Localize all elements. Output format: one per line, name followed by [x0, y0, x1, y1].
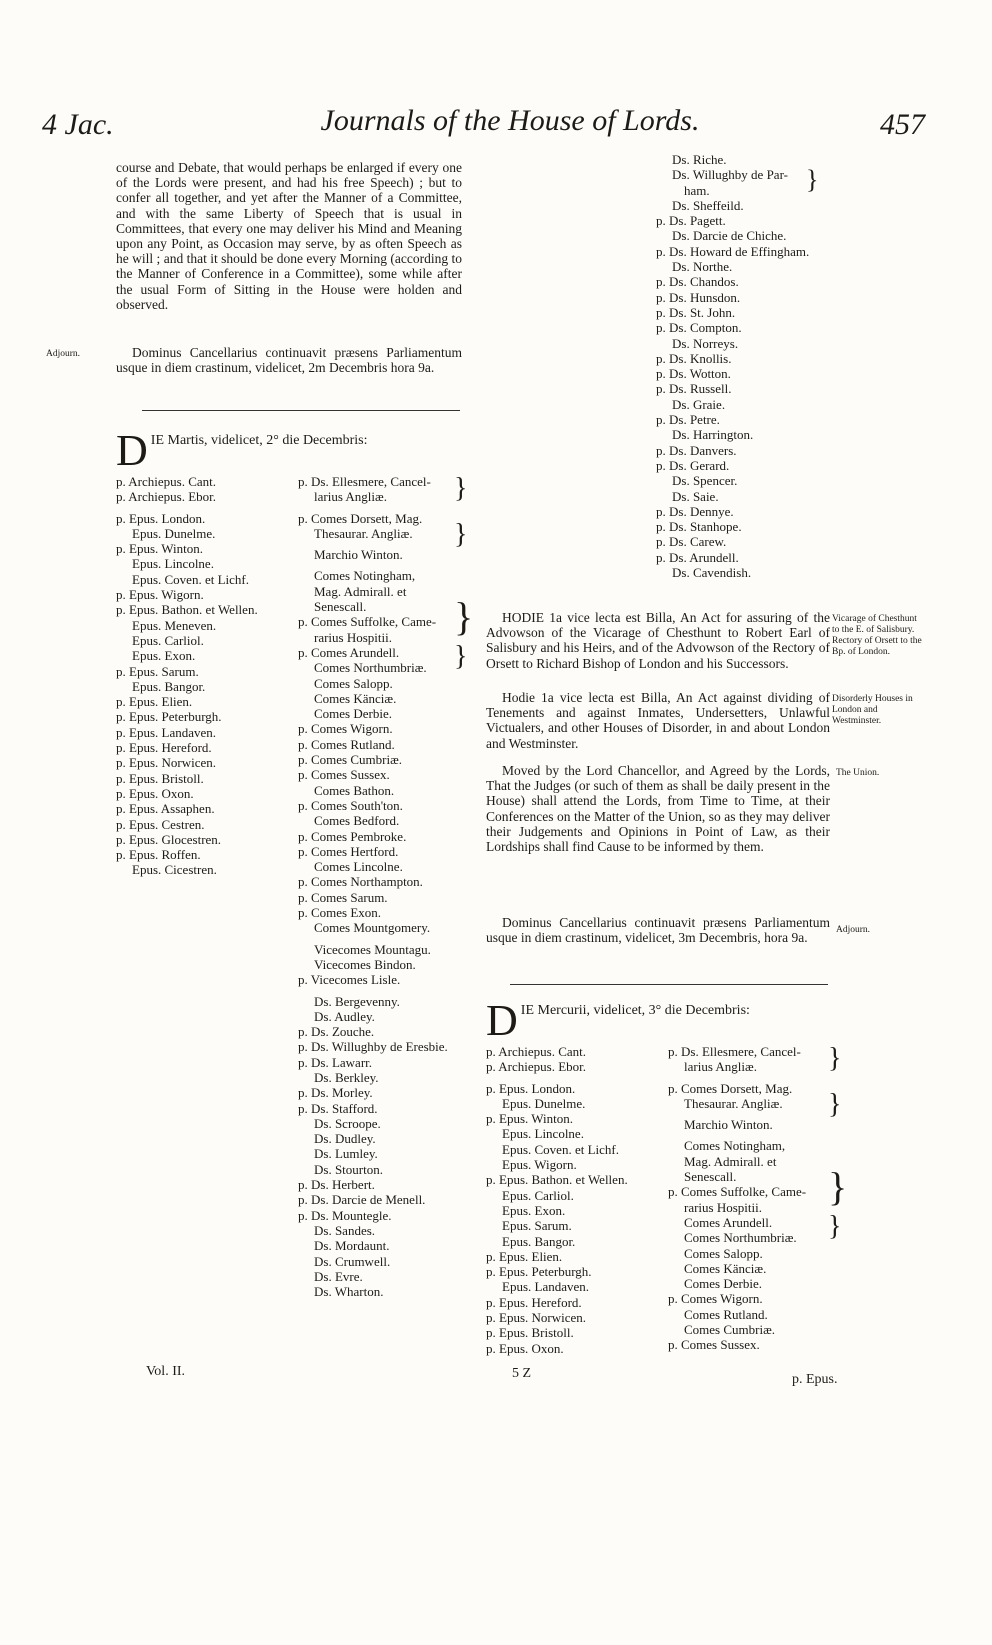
attendance-entry: p. Epus. Elien. [486, 1248, 563, 1264]
attendance-entry: Senescall. [314, 599, 367, 615]
attendance-entry: Epus. Landaven. [502, 1279, 590, 1295]
attendance-column-lords-dec3 [668, 1044, 848, 1353]
attendance-entry: Epus. Carliol. [502, 1187, 574, 1203]
attendance-entry: Comes Cumbriæ. [684, 1322, 776, 1338]
brace: } [454, 473, 468, 504]
margin-note-adjourn: Adjourn. [46, 349, 81, 359]
attendance-entry: Comes Bathon. [314, 782, 395, 798]
attendance-entry: Ds. Crumwell. [314, 1253, 391, 1269]
attendance-entry: p. Ds. Wotton. [656, 366, 731, 382]
attendance-entry: p. Ds. Stanhope. [656, 519, 742, 535]
attendance-entry: p. Ds. Willughby de Eresbie. [298, 1039, 448, 1055]
attendance-entry: p. Epus. Roffen. [116, 847, 201, 863]
attendance-entry: p. Epus. Cestren. [116, 816, 205, 832]
brace: } [454, 594, 474, 639]
attendance-entry: Epus. Cicestren. [132, 862, 217, 878]
attendance-entry: Ds. Bergevenny. [314, 993, 400, 1009]
bill-disorderly-houses: Hodie 1a vice lecta est Billa, An Act against dividing of Tenements and against Inmates, Undersetters, Unlawful Victualers, and other Houses of Disorder, in and about London and Westminster. [486, 690, 830, 751]
attendance-entry: Epus. Sarum. [502, 1218, 572, 1234]
attendance-entry: p. Comes Arundell. [298, 644, 400, 660]
attendance-entry: p. Epus. London. [116, 510, 206, 526]
attendance-entry: p. Ds. Lawarr. [298, 1054, 373, 1070]
attendance-entry: Comes Rutland. [684, 1306, 768, 1322]
attendance-entry: Ds. Riche. [672, 152, 727, 167]
attendance-entry: p. Ds. Compton. [656, 320, 742, 336]
attendance-entry: p. Epus. Winton. [116, 541, 203, 557]
attendance-entry: Comes Northumbriæ. [314, 660, 427, 676]
volume-footer: Vol. II. [146, 1364, 186, 1379]
running-head-title: Journals of the House of Lords. [320, 104, 700, 137]
signature-mark: 5 Z [512, 1366, 532, 1381]
attendance-entry: Comes Bedford. [314, 813, 400, 829]
attendance-entry: Epus. Carliol. [132, 632, 204, 648]
attendance-entry: Ds. Evre. [314, 1268, 363, 1284]
attendance-entry: Vicecomes Bindon. [314, 956, 416, 972]
attendance-entry: Comes Salopp. [314, 675, 393, 691]
attendance-entry: Ds. Wharton. [314, 1284, 384, 1300]
attendance-entry: p. Epus. Sarum. [116, 663, 199, 679]
brace: } [806, 165, 819, 194]
attendance-entry: Epus. Exon. [132, 648, 196, 664]
attendance-entry: Ds. Lumley. [314, 1146, 378, 1162]
attendance-entry: p. Archiepus. Ebor. [486, 1059, 587, 1075]
attendance-entry: Epus. Coven. et Lichf. [132, 571, 249, 587]
attendance-entry: Epus. Bangor. [132, 678, 206, 694]
attendance-entry: p. Epus. Bristoll. [486, 1325, 574, 1341]
attendance-entry: Ds. Sandes. [314, 1222, 376, 1238]
attendance-entry: Thesaurar. Angliæ. [314, 525, 413, 541]
attendance-entry: Ds. Stourton. [314, 1161, 383, 1177]
attendance-entry: p. Comes Sussex. [668, 1337, 760, 1353]
margin-note-union: The Union. [836, 768, 880, 778]
attendance-entry: Comes Mountgomery. [314, 920, 431, 936]
running-head-left: 4 Jac. [42, 108, 114, 141]
attendance-entry: Epus. Dunelme. [502, 1095, 586, 1111]
attendance-entry: Epus. Lincolne. [502, 1126, 584, 1142]
drop-cap: D [116, 426, 148, 475]
attendance-entry: p. Ds. Hunsdon. [656, 289, 741, 305]
attendance-entry: Comes Derbie. [314, 706, 392, 722]
attendance-entry: p. Comes Wigorn. [668, 1291, 763, 1307]
attendance-entry: Epus. Dunelme. [132, 525, 216, 541]
attendance-entry: Comes Salopp. [684, 1245, 763, 1261]
attendance-entry: p. Comes Rutland. [298, 736, 395, 752]
attendance-entry: Ds. Spencer. [672, 473, 738, 489]
attendance-entry: p. Epus. Bathon. et Wellen. [486, 1172, 628, 1188]
attendance-entry: p. Ds. Gerard. [656, 457, 730, 473]
brace: } [828, 1089, 842, 1120]
attendance-entry: Ds. Dudley. [314, 1131, 376, 1147]
attendance-entry: Ds. Scroope. [314, 1115, 381, 1131]
attendance-entry: Ds. Mordaunt. [314, 1238, 390, 1254]
attendance-entry: Comes Lincolne. [314, 859, 403, 875]
attendance-entry: p. Comes Cumbriæ. [298, 752, 403, 768]
catchword: p. Epus. [792, 1372, 838, 1387]
attendance-entry: Ds. Cavendish. [672, 565, 752, 581]
attendance-entry: p. Epus. Wigorn. [116, 587, 204, 603]
attendance-entry: Epus. Coven. et Lichf. [502, 1141, 619, 1157]
attendance-entry: ham. [684, 182, 710, 198]
margin-note-adjourn-2: Adjourn. [836, 925, 871, 935]
attendance-entry: p. Comes Sussex. [298, 767, 390, 783]
attendance-entry: Ds. Harrington. [672, 427, 754, 443]
drop-cap: D [486, 996, 518, 1045]
adjourn-paragraph-2: Dominus Cancellarius continuavit præsens Parliamentum usque in diem crastinum, videlicet, 3m Decembris, hora 9a. [486, 915, 830, 946]
attendance-entry: p. Ds. Pagett. [656, 213, 726, 229]
attendance-entry: p. Epus. Norwicen. [116, 755, 217, 771]
attendance-entry: p. Ds. Russell. [656, 381, 732, 397]
attendance-entry: p. Epus. Glocestren. [116, 831, 222, 847]
attendance-entry: Epus. Exon. [502, 1202, 566, 1218]
attendance-column-bishops-dec3 [486, 1044, 666, 1356]
attendance-entry: p. Comes Exon. [298, 905, 382, 921]
attendance-entry: p. Archiepus. Ebor. [116, 489, 217, 505]
attendance-entry: p. Ds. Herbert. [298, 1177, 375, 1193]
attendance-entry: p. Ds. Ellesmere, Cancel- [298, 474, 431, 489]
attendance-entry: p. Epus. Winton. [486, 1111, 573, 1127]
attendance-entry: p. Epus. Peterburgh. [486, 1264, 592, 1280]
attendance-entry: p. Ds. Morley. [298, 1085, 373, 1101]
attendance-entry: rarius Hospitii. [314, 629, 392, 645]
brace: } [828, 1043, 842, 1074]
attendance-entry: p. Comes Suffolke, Came- [668, 1184, 807, 1200]
attendance-entry: p. Ds. Howard de Effingham. [656, 243, 810, 259]
attendance-entry: larius Angliæ. [684, 1059, 757, 1075]
attendance-entry: Epus. Meneven. [132, 617, 217, 633]
attendance-entry: p. Ds. Knollis. [656, 350, 732, 366]
attendance-entry: p. Comes Northampton. [298, 874, 423, 890]
brace: } [454, 519, 468, 550]
attendance-entry: Comes Northumbriæ. [684, 1230, 797, 1246]
attendance-entry: Epus. Lincolne. [132, 556, 214, 572]
attendance-entry: p. Comes South'ton. [298, 797, 403, 813]
brace: } [454, 641, 468, 672]
attendance-entry: Epus. Bangor. [502, 1233, 576, 1249]
attendance-entry: p. Archiepus. Cant. [116, 474, 217, 489]
bill-chesthunt: HODIE 1a vice lecta est Billa, An Act for assuring of the Advowson of the Vicarage of Chesthunt to Robert Earl of Salisbury and his Heirs, and of the Advowson of the Rectory of Orsett to Richard Bishop of London and his Successors. [486, 610, 830, 671]
attendance-entry: Comes Notingham, [314, 568, 416, 584]
attendance-entry: p. Ds. Arundell. [656, 549, 739, 565]
attendance-entry: p. Ds. Mountegle. [298, 1207, 392, 1223]
attendance-entry: p. Epus. Peterburgh. [116, 709, 222, 725]
attendance-entry: Comes Känciæ. [684, 1260, 767, 1276]
attendance-entry: Comes Känciæ. [314, 690, 397, 706]
adjourn-paragraph: Dominus Cancellarius continuavit præsens Parliamentum usque in diem crastinum, videlicet, 2m Decembris hora 9a. [116, 345, 462, 376]
attendance-entry: p. Comes Dorsett, Mag. [668, 1080, 793, 1096]
attendance-entry: p. Epus. Hereford. [116, 740, 212, 756]
attendance-entry: Mag. Admirall. et [314, 583, 407, 599]
attendance-entry: Ds. Saie. [672, 488, 719, 504]
attendance-entry: p. Comes Pembroke. [298, 828, 407, 844]
attendance-entry: p. Comes Wigorn. [298, 721, 393, 737]
attendance-entry: p. Ds. Zouche. [298, 1024, 375, 1040]
attendance-entry: p. Epus. Assaphen. [116, 801, 215, 817]
attendance-entry: Thesaurar. Angliæ. [684, 1095, 783, 1111]
attendance-entry: p. Ds. St. John. [656, 304, 736, 320]
brace: } [828, 1164, 848, 1209]
attendance-entry: p. Ds. Carew. [656, 534, 727, 550]
attendance-entry: larius Angliæ. [314, 489, 387, 505]
attendance-entry: p. Ds. Danvers. [656, 442, 737, 458]
attendance-entry: p. Epus. Oxon. [486, 1340, 564, 1356]
brace: } [828, 1211, 842, 1242]
attendance-entry: Ds. Audley. [314, 1008, 375, 1024]
attendance-entry: Vicecomes Mountagu. [314, 941, 431, 957]
divider-rule [142, 410, 460, 411]
attendance-entry: rarius Hospitii. [684, 1199, 762, 1215]
attendance-entry: Comes Notingham, [684, 1138, 786, 1154]
attendance-entry: Senescall. [684, 1169, 737, 1185]
divider-rule-2 [510, 984, 828, 985]
attendance-entry: Ds. Norreys. [672, 335, 739, 351]
attendance-entry: Ds. Sheffeild. [672, 197, 744, 213]
margin-note-disorderly-houses: Disorderly Houses in London and Westminster. [832, 694, 913, 726]
attendance-entry: p. Epus. Norwicen. [486, 1310, 587, 1326]
attendance-entry: p. Comes Dorsett, Mag. [298, 510, 423, 526]
attendance-entry: p. Epus. Landaven. [116, 724, 217, 740]
attendance-entry: Ds. Willughby de Par- [672, 167, 788, 183]
day-heading-december-3: D IE Mercurii, videlicet, 3° die Decembris: [486, 996, 750, 1045]
attendance-entry: p. Ds. Chandos. [656, 274, 739, 290]
attendance-entry: p. Comes Hertford. [298, 843, 399, 859]
attendance-entry: p. Comes Suffolke, Came- [298, 614, 437, 630]
union-resolution: Moved by the Lord Chancellor, and Agreed by the Lords, That the Judges (or such of them as shall be daily present in the House) shall attend the Lords, from Time to Time, at their Conferences on the Matter of the Union, so as they may deliver their Judgements and Opinions in Point of Law, as their Lordships shall find Cause to be informed by them. [486, 763, 830, 855]
attendance-column-bishops [116, 474, 296, 878]
attendance-entry: Epus. Wigorn. [502, 1157, 577, 1173]
attendance-entry: p. Epus. London. [486, 1080, 576, 1096]
attendance-entry: Marchio Winton. [314, 547, 403, 563]
attendance-entry: Marchio Winton. [684, 1117, 773, 1133]
attendance-column-lords-continued [656, 152, 856, 580]
attendance-entry: p. Ds. Petre. [656, 412, 720, 428]
attendance-entry: p. Epus. Elien. [116, 694, 193, 710]
attendance-entry: p. Comes Sarum. [298, 889, 388, 905]
attendance-entry: p. Ds. Stafford. [298, 1100, 378, 1116]
attendance-entry: p. Epus. Bathon. et Wellen. [116, 602, 258, 618]
attendance-entry: Ds. Graie. [672, 396, 726, 412]
page-number: 457 [880, 108, 925, 141]
margin-note-chesthunt: Vicarage of Chesthunt to the E. of Salisbury. Rectory of Orsett to the Bp. of London. [832, 614, 922, 657]
attendance-entry: p. Ds. Dennye. [656, 503, 734, 519]
attendance-entry: p. Epus. Bristoll. [116, 770, 204, 786]
attendance-entry: p. Archiepus. Cant. [486, 1044, 587, 1059]
attendance-entry: Mag. Admirall. et [684, 1153, 777, 1169]
attendance-entry: p. Vicecomes Lisle. [298, 972, 401, 988]
opening-paragraph: course and Debate, that would perhaps be enlarged if every one of the Lords were present, and had his free Speech) ; but to confer all together, and yet after the Manner of a Committee, and with the same Liberty of Speech that is usual in Committees, that every one may deliver his Mind and Meaning upon any Point, as Occasion may serve, by as often Speech as he will ; and that it should be done every Morning (according to the Manner of Conference in a Committee), some while after the usual Form of Sitting in the House were holden and observed. [116, 160, 462, 312]
attendance-entry: p. Epus. Oxon. [116, 785, 194, 801]
attendance-entry: Ds. Darcie de Chiche. [672, 228, 787, 244]
attendance-entry: Comes Derbie. [684, 1276, 762, 1292]
attendance-entry: Comes Arundell. [684, 1214, 773, 1230]
day-heading-december-2: D IE Martis, videlicet, 2° die Decembris: [116, 426, 368, 475]
attendance-entry: p. Epus. Hereford. [486, 1294, 582, 1310]
attendance-entry: Ds. Northe. [672, 259, 733, 275]
attendance-entry: p. Ds. Ellesmere, Cancel- [668, 1044, 801, 1059]
attendance-entry: p. Ds. Darcie de Menell. [298, 1192, 426, 1208]
attendance-entry: Ds. Berkley. [314, 1069, 379, 1085]
